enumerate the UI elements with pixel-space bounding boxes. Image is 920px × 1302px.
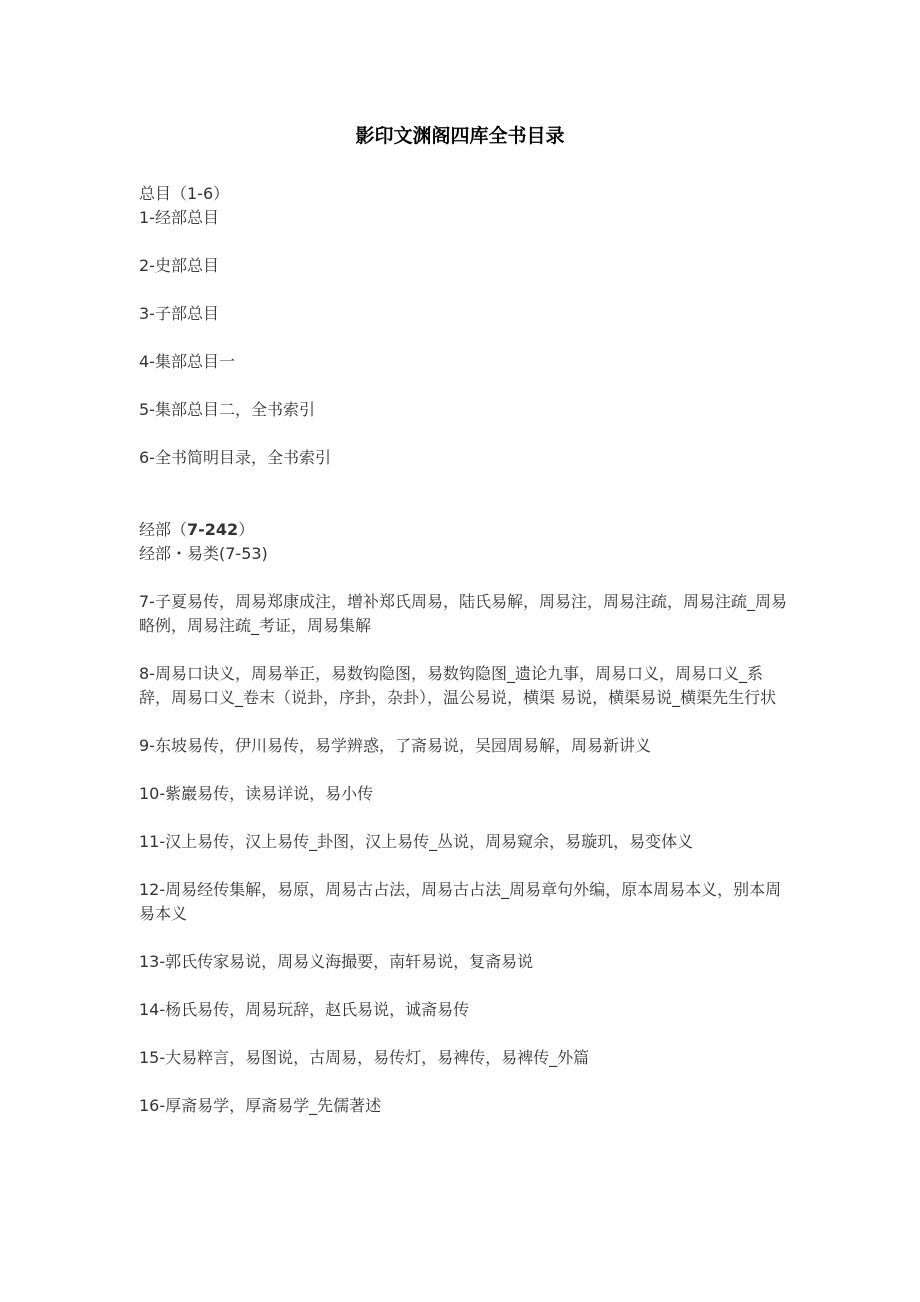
general-heading: 总目（1-6）: [139, 184, 230, 203]
general-item: 4-集部总目一: [139, 352, 235, 371]
general-item: 3-子部总目: [139, 304, 219, 323]
jing-heading-suffix: ）: [238, 520, 255, 539]
document-title: 影印文渊阁四库全书目录: [355, 125, 565, 147]
volume-entry: 14-杨氏易传，周易玩辞，赵氏易说，诚斋易传: [139, 1000, 470, 1019]
volume-entry: 7-子夏易传，周易郑康成注，增补郑氏周易，陆氏易解，周易注，周易注疏，周易注疏_周易略例，周易注疏_考证，周易集解: [139, 592, 787, 635]
volume-entry: 13-郭氏传家易说，周易义海撮要，南轩易说，复斋易说: [139, 952, 534, 971]
jing-heading-prefix: 经部（: [139, 520, 188, 539]
jing-heading: [139, 518, 789, 542]
jing-subheading: 经部・易类(7-53): [139, 544, 268, 563]
volume-entry: 16-厚斋易学，厚斋易学_先儒著述: [139, 1096, 382, 1115]
document-body: [139, 182, 789, 1118]
volume-entry: 12-周易经传集解，易原，周易古占法，周易古占法_周易章句外编，原本周易本义，别本周易本义: [139, 880, 782, 923]
general-item: 1-经部总目: [139, 208, 219, 227]
volume-entry: 10-紫巖易传，读易详说，易小传: [139, 784, 374, 803]
general-item: 6-全书简明目录，全书索引: [139, 448, 331, 467]
volume-entry: 8-周易口诀义，周易举正，易数钩隐图，易数钩隐图_遗论九事，周易口义，周易口义_系辞，周易口义_卷末（说卦，序卦，杂卦），温公易说，横渠 易说，横渠易说_横渠先生行状: [139, 664, 777, 707]
general-item: 5-集部总目二，全书索引: [139, 400, 315, 419]
volume-entry: 9-东坡易传，伊川易传，易学辨惑，了斋易说，吴园周易解，周易新讲义: [139, 736, 651, 755]
jing-heading-range: 7-242: [187, 520, 239, 539]
general-item: 2-史部总目: [139, 256, 219, 275]
volume-entry: 11-汉上易传，汉上易传_卦图，汉上易传_丛说，周易窥余，易璇玑，易变体义: [139, 832, 694, 851]
volume-entry: 15-大易粹言，易图说，古周易，易传灯，易裨传，易裨传_外篇: [139, 1048, 590, 1067]
